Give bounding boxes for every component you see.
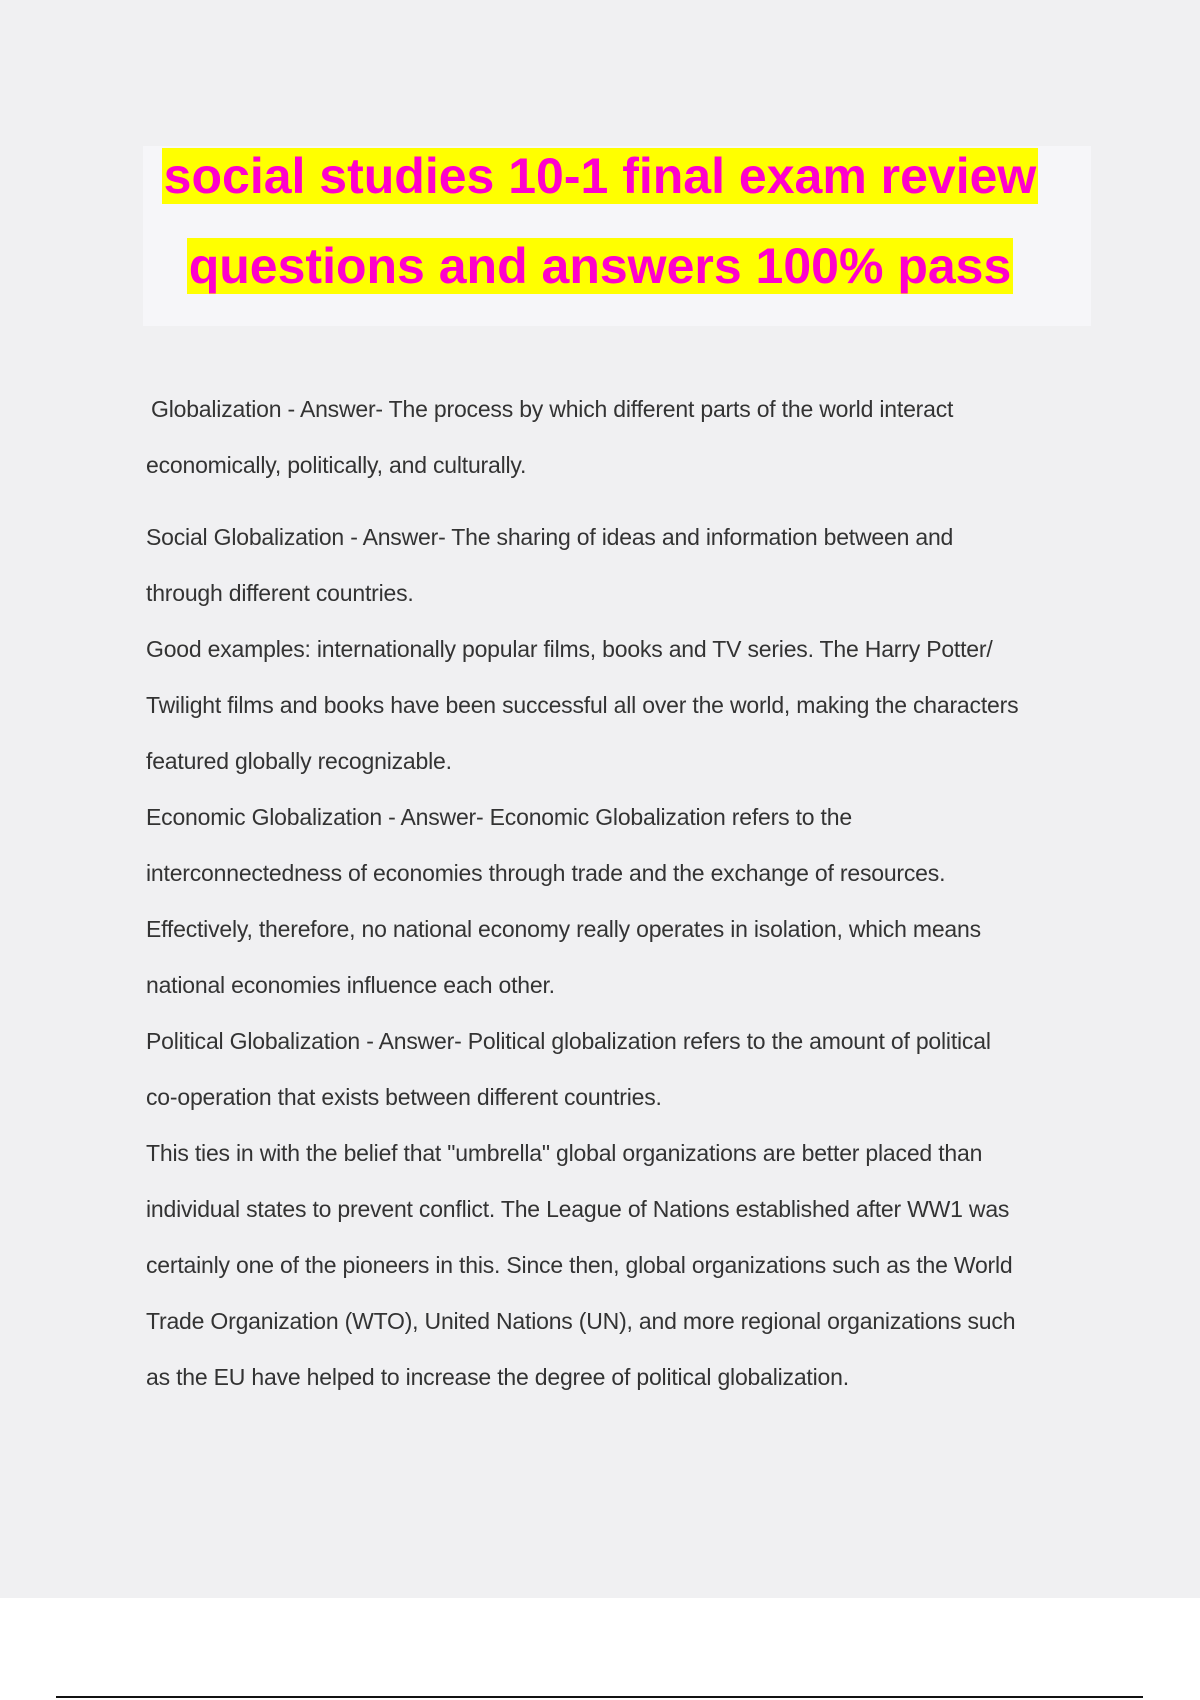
body-line: as the EU have helped to increase the degree of political globalization.	[146, 1364, 849, 1390]
title-text-1: social studies 10-1 final exam review	[163, 148, 1037, 204]
body-line: This ties in with the belief that "umbrella" global organizations are better placed than	[146, 1140, 983, 1166]
body-line: certainly one of the pioneers in this. Since then, global organizations such as the World	[146, 1252, 1013, 1278]
title-text-2: questions and answers 100% pass	[188, 238, 1012, 294]
body-line: Trade Organization (WTO), United Nations (UN), and more regional organizations such	[146, 1308, 1016, 1334]
body-line: interconnectedness of economies through trade and the exchange of resources.	[146, 860, 946, 886]
document-title-line-2	[0, 236, 1200, 296]
footer-rule	[56, 1696, 1143, 1698]
document-body	[146, 381, 1086, 1405]
body-line: Globalization - Answer- The process by which different parts of the world interact	[151, 396, 954, 422]
body-line: Good examples: internationally popular films, books and TV series. The Harry Potter/	[146, 636, 993, 662]
body-line: individual states to prevent conflict. The League of Nations established after WW1 was	[146, 1196, 1010, 1222]
body-line: co-operation that exists between different countries.	[146, 1084, 662, 1110]
body-line: Effectively, therefore, no national economy really operates in isolation, which means	[146, 916, 981, 942]
body-line: through different countries.	[146, 580, 414, 606]
body-line: featured globally recognizable.	[146, 748, 452, 774]
body-line: economically, politically, and culturally.	[146, 452, 527, 478]
body-line: Social Globalization - Answer- The sharing of ideas and information between and	[146, 524, 954, 550]
body-line: national economies influence each other.	[146, 972, 555, 998]
document-title-line-1	[0, 146, 1200, 206]
body-line: Economic Globalization - Answer- Economic Globalization refers to the	[146, 804, 852, 830]
body-line: Twilight films and books have been successful all over the world, making the characters	[146, 692, 1019, 718]
body-line: Political Globalization - Answer- Political globalization refers to the amount of political	[146, 1028, 991, 1054]
